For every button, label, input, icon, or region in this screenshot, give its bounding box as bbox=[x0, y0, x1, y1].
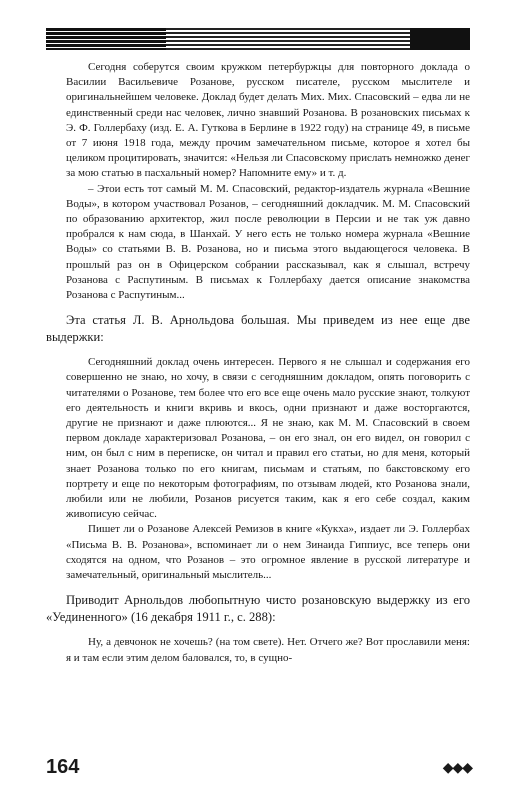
header-rule-right bbox=[410, 28, 470, 50]
block-quote-3 bbox=[66, 635, 470, 665]
quote-paragraph: Сегодня соберутся своим кружком петербуржцы для повторного доклада о Василии Васильевиче Розанове, русском писателе, русском мыслителе и оригинальнейшем человеке. Доклад будет делать Мих. Мих. Спасовский – едва ли не единственный среди нас человек, лично знавший Розанова. В розановских письмах к Э. Ф. Голлербаху (изд. Е. А. Гуткова в Берлине в 1922 году) на странице 49, в письме от 7 июня 1918 года, между прочим замечательном письме, которое я хотел бы целиком процитировать, значится: «Нельзя ли Спасовскому прислать немножко денег за мою статью в пасхальный номер? Напомните ему» и т. д. bbox=[66, 61, 470, 180]
diamond-ornament-icon: ◆◆◆ bbox=[442, 761, 472, 776]
header-rule-left bbox=[46, 28, 166, 50]
body-paragraph-2 bbox=[46, 592, 470, 626]
quote-paragraph: Сегодняшний доклад очень интересен. Первого я не слышал и содержания его совершенно не знаю, но хочу, в связи с сегодняшним докладом, опять поговорить с читателями о Розанове, тем более что его все еще очень мало русские знают, толкуют его деятельность и книги вкривь и вкось, одни признают и даже восторгаются, другие не признают и даже плюются... Я не знаю, как М. М. Спасовский в своем первом докладе характеризовал Розанова, – он его знал, он его видел, он говорил с ним, он был с ним в переписке, он читал и правил его статьи, но для меня, который знает Розанова только по его книгам, письмам и статьям, по бакстовскому его портрету и еще по некоторым фотографиям, по отзывам людей, кто Розанова знали, любили или не любили, Розанов рисуется таким, как я его себе создал, каким живописую сейчас. bbox=[66, 356, 470, 521]
quote-paragraph: – Этои есть тот самый М. М. Спасовский, редактор-издатель журнала «Вешние Воды», в котором участвовал Розанов, – сегодняшний докладчик. М. М. Спасовский по образованию архитектор, жил после революции в Персии и не так уж давно пробрался к нам сюда, в Шанхай. У него есть не только номера журнала «Вешние Воды» со статьями В. В. Розанова, но и письма этого выдающегося человека. В прошлый раз он в Офицерском собрании рассказывал, как я слышал, встречу Розанова с Распутиным. В письмах к Голлербаху дается описание знакомства Розанова с Распутиным... bbox=[66, 182, 470, 302]
quote-paragraph: Ну, а девчонок не хочешь? (на том свете). Нет. Отчего же? Вот прославили меня: я и там если этим делом баловался, то, в сущно- bbox=[66, 636, 470, 664]
block-quote-1 bbox=[66, 60, 470, 303]
header-rule bbox=[46, 28, 470, 50]
body-text: Приводит Арнольдов любопытную чисто розановскую выдержку из его «Уединенного» (16 декабря 1911 г., с. 288): bbox=[46, 593, 470, 625]
quote-paragraph: Пишет ли о Розанове Алексей Ремизов в книге «Кукха», издает ли Э. Голлербах «Письма В. В. Розанова», вспоминает ли о нем Зинаида Гиппиус, все теперь они сходятся на одном, что Розанов – это огромное явление в русской литературе и замечательный, оригинальный мыслитель... bbox=[66, 523, 470, 582]
page-number: 164 bbox=[46, 756, 80, 778]
body-text: Эта статья Л. В. Арнольдова большая. Мы приведем из нее еще две выдержки: bbox=[46, 313, 470, 345]
body-paragraph-1 bbox=[46, 312, 470, 346]
page-content bbox=[46, 60, 470, 666]
block-quote-2 bbox=[66, 355, 470, 583]
